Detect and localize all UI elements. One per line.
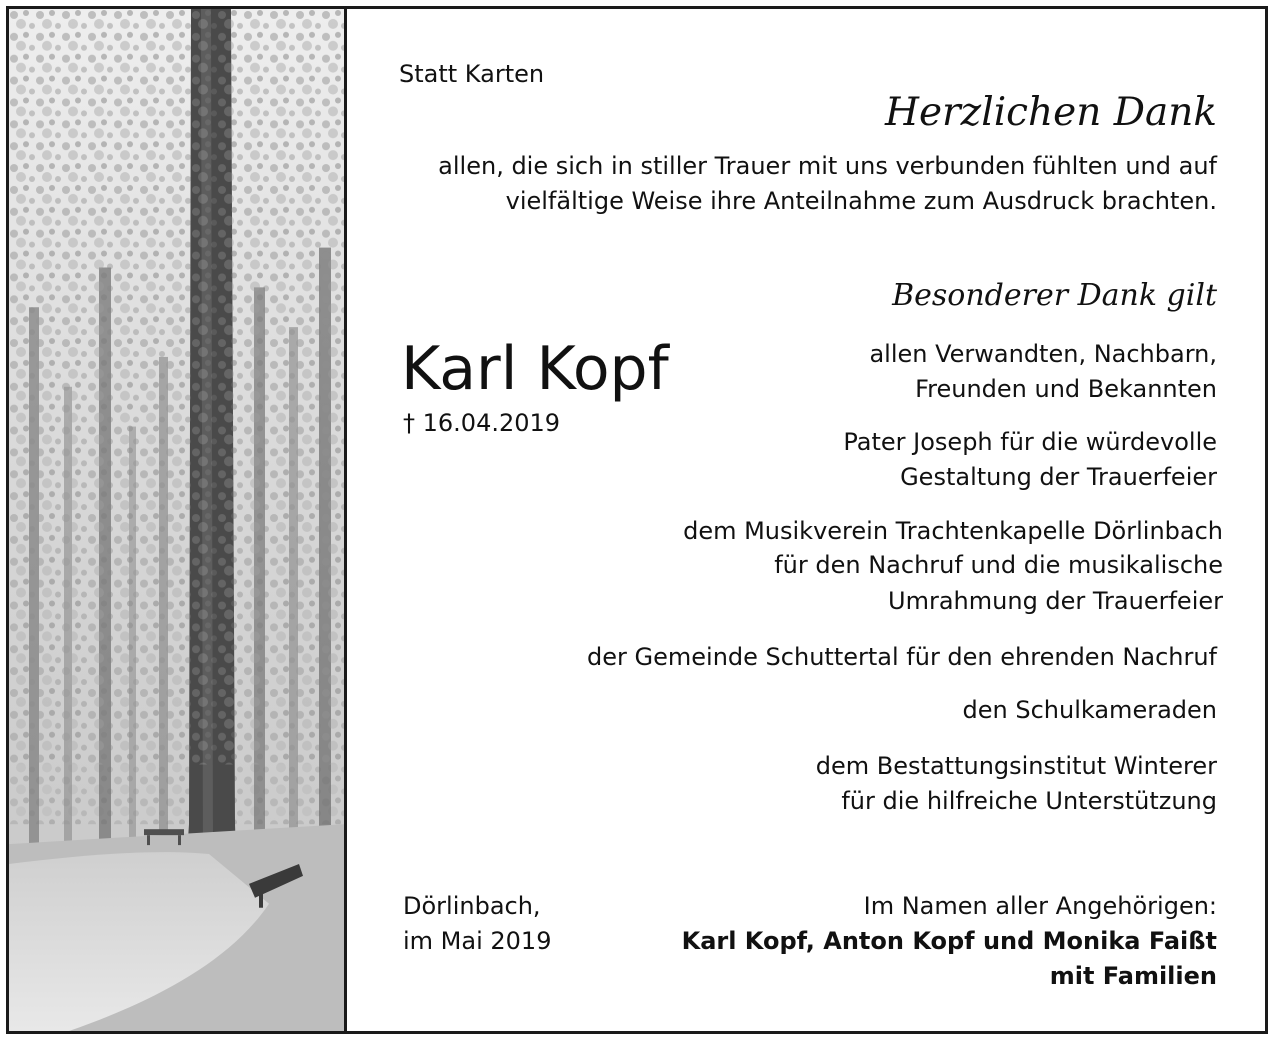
- signature-families: mit Familien: [1049, 962, 1217, 990]
- subheading-besonderer-dank: Besonderer Dank gilt: [892, 278, 1217, 313]
- death-date: † 16.04.2019: [403, 409, 561, 437]
- thanks-municipality: der Gemeinde Schuttertal für den ehrenden Nachruf: [587, 643, 1217, 671]
- forest-path-photo: [9, 9, 347, 1031]
- notice-text-area: [347, 9, 1265, 1031]
- signature-names: Karl Kopf, Anton Kopf und Monika Faißt: [681, 927, 1217, 955]
- statt-karten-label: Statt Karten: [399, 60, 545, 88]
- signature-intro: Im Namen aller Angehörigen:: [863, 892, 1217, 920]
- thanks-band-line-3: Umrahmung der Trauerfeier: [888, 587, 1223, 615]
- thanks-funeral-home-line-1: dem Bestattungsinstitut Winterer: [815, 752, 1217, 780]
- intro-line-1: allen, die sich in stiller Trauer mit uns verbunden fühlten und auf: [438, 152, 1217, 180]
- intro-line-2: vielfältige Weise ihre Anteilnahme zum Ausdruck brachten.: [505, 187, 1217, 215]
- thanks-funeral-home-line-2: für die hilfreiche Unterstützung: [841, 787, 1217, 815]
- thanks-band-line-1: dem Musikverein Trachtenkapelle Dörlinbach: [683, 517, 1223, 545]
- thanks-schoolmates: den Schulkameraden: [962, 696, 1217, 724]
- place-line: Dörlinbach,: [403, 892, 541, 920]
- thanks-band-line-2: für den Nachruf und die musikalische: [774, 551, 1223, 579]
- obituary-notice: [6, 6, 1268, 1034]
- thanks-relatives-line-1: allen Verwandten, Nachbarn,: [869, 340, 1217, 368]
- thanks-relatives-line-2: Freunden und Bekannten: [915, 375, 1217, 403]
- heading-herzlichen-dank: Herzlichen Dank: [884, 90, 1217, 135]
- deceased-name: Karl Kopf: [401, 334, 669, 404]
- date-line: im Mai 2019: [403, 927, 552, 955]
- thanks-priest-line-1: Pater Joseph für die würdevolle: [843, 428, 1217, 456]
- thanks-priest-line-2: Gestaltung der Trauerfeier: [900, 463, 1217, 491]
